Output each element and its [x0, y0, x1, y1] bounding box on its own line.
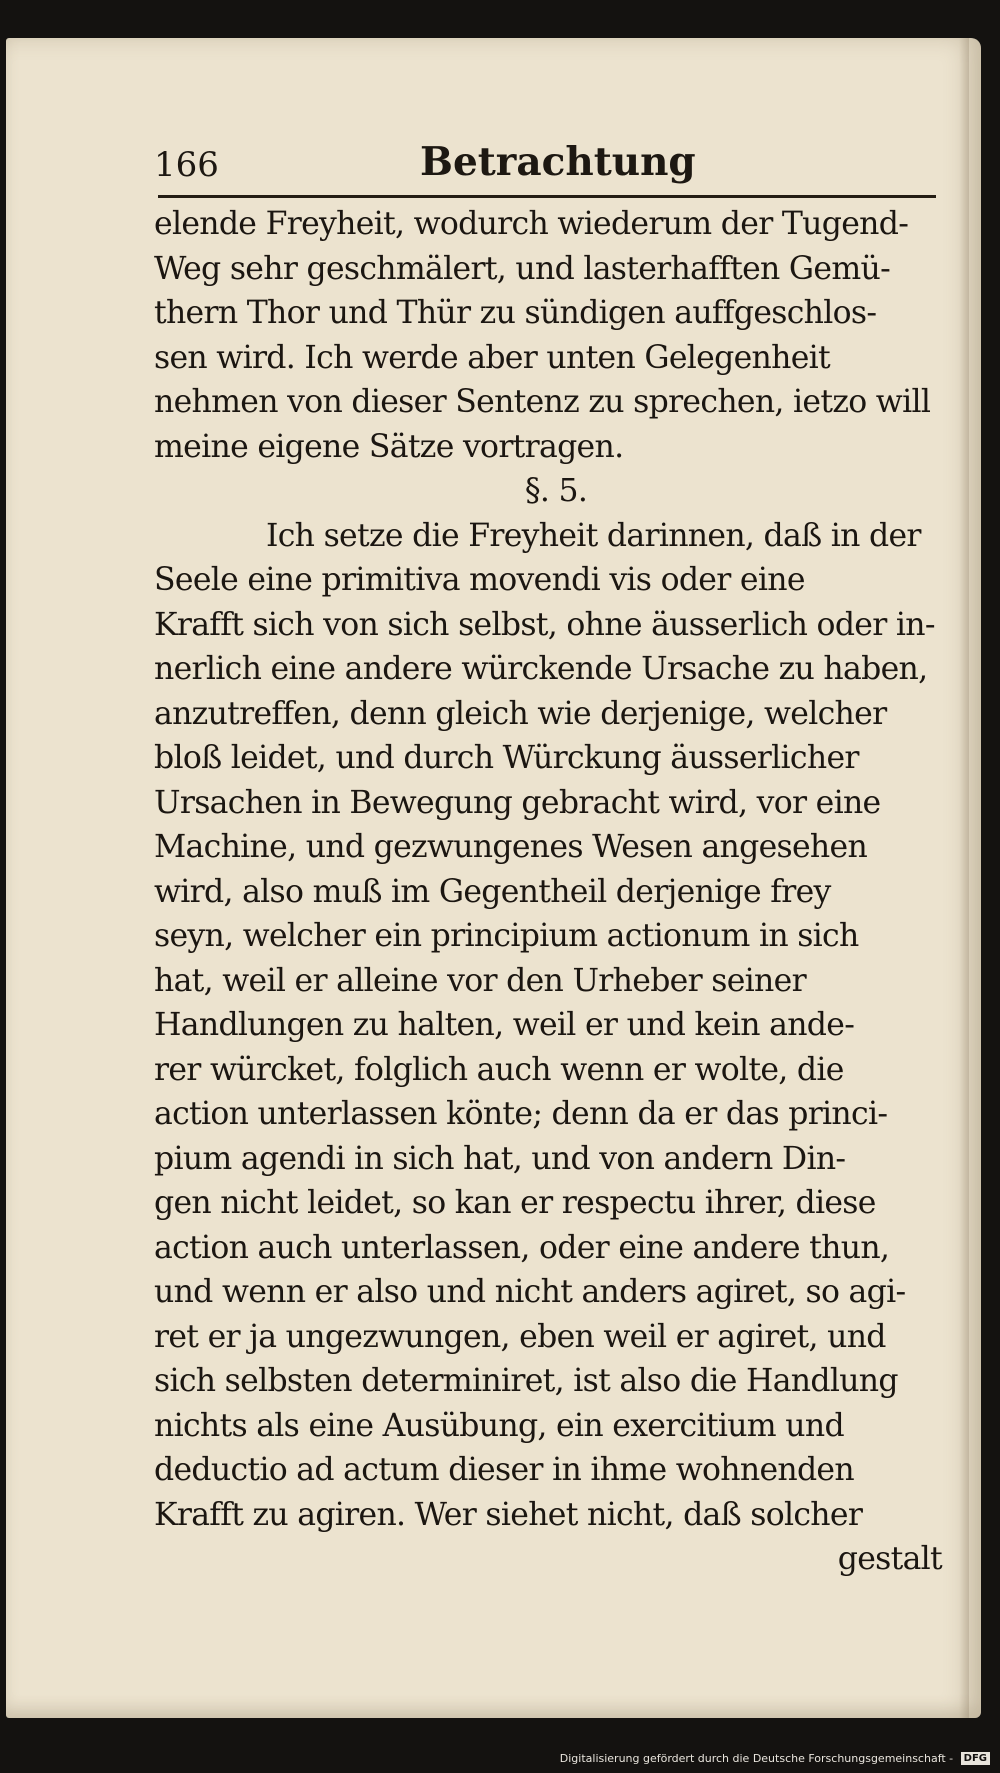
page-edge-shadow: [959, 38, 969, 1718]
text-line-16: wird, also muß im Gegentheil derjenige frey: [154, 873, 831, 910]
text-line-18: hat, weil er alleine vor den Urheber seiner: [154, 962, 806, 999]
text-line-20: rer würcket, folglich auch wenn er wolte, die: [154, 1051, 844, 1088]
text-line-26: ret er ja ungezwungen, eben weil er agiret, und: [154, 1318, 886, 1355]
catchword: gestalt: [837, 1541, 942, 1577]
digitization-credit-text: Digitalisierung gefördert durch die Deutsche Forschungsgemeinschaft -: [559, 1751, 954, 1765]
text-line-6: meine eigene Sätze vortragen.: [154, 428, 624, 465]
text-line-29: deductio ad actum dieser in ihme wohnenden: [154, 1452, 854, 1488]
text-line-9: Seele eine primitiva movendi vis oder eine: [154, 562, 805, 598]
text-line-4: sen wird. Ich werde aber unten Gelegenheit: [154, 339, 830, 376]
text-line-30: Krafft zu agiren. Wer siehet nicht, daß solcher: [154, 1496, 863, 1533]
text-line-21: action unterlassen könte; denn da er das princi-: [154, 1096, 888, 1132]
page-number: 166: [154, 145, 219, 185]
text-line-28: nichts als eine Ausübung, ein exercitium und: [154, 1407, 844, 1444]
text-line-25: und wenn er also und nicht anders agiret, so agi-: [154, 1274, 906, 1310]
text-line-1: elende Freyheit, wodurch wiederum der Tugend-: [154, 206, 909, 242]
text-line-2: Weg sehr geschmälert, und lasterhafften Gemü-: [154, 250, 891, 287]
text-line-11: nerlich eine andere würckende Ursache zu haben,: [154, 651, 928, 687]
text-line-15: Machine, und gezwungenes Wesen angesehen: [154, 829, 868, 865]
digitization-credit: [560, 1752, 990, 1766]
page-body-text: [154, 202, 944, 1582]
text-line-3: thern Thor und Thür zu sündigen auffgeschlos-: [154, 295, 877, 331]
header-rule: [158, 195, 936, 198]
text-line-27: sich selbsten determiniret, ist also die Handlung: [154, 1363, 898, 1399]
text-line-24: action auch unterlassen, oder eine andere thun,: [154, 1229, 890, 1266]
running-head: [150, 137, 940, 187]
text-line-22: pium agendi in sich hat, und von andern Din-: [154, 1140, 846, 1177]
text-line-17: seyn, welcher ein principium actionum in sich: [154, 918, 859, 954]
text-line-12: anzutreffen, denn gleich wie derjenige, welcher: [154, 695, 887, 732]
text-line-5: nehmen von dieser Sentenz zu sprechen, ietzo will: [154, 384, 931, 420]
text-line-14: Ursachen in Bewegung gebracht wird, vor eine: [154, 784, 881, 821]
text-line-8: Ich setze die Freyheit darinnen, daß in der: [266, 517, 921, 554]
text-line-10: Krafft sich von sich selbst, ohne äusserlich oder in-: [154, 606, 935, 643]
running-head-title: Betrachtung: [420, 139, 696, 185]
text-line-19: Handlungen zu halten, weil er und kein ande-: [154, 1007, 855, 1043]
section-heading: §. 5.: [524, 473, 588, 509]
text-line-23: gen nicht leidet, so kan er respectu ihrer, diese: [154, 1185, 876, 1221]
text-line-13: bloß leidet, und durch Würckung äusserlicher: [154, 740, 859, 776]
dfg-logo: DFG: [961, 1752, 990, 1765]
